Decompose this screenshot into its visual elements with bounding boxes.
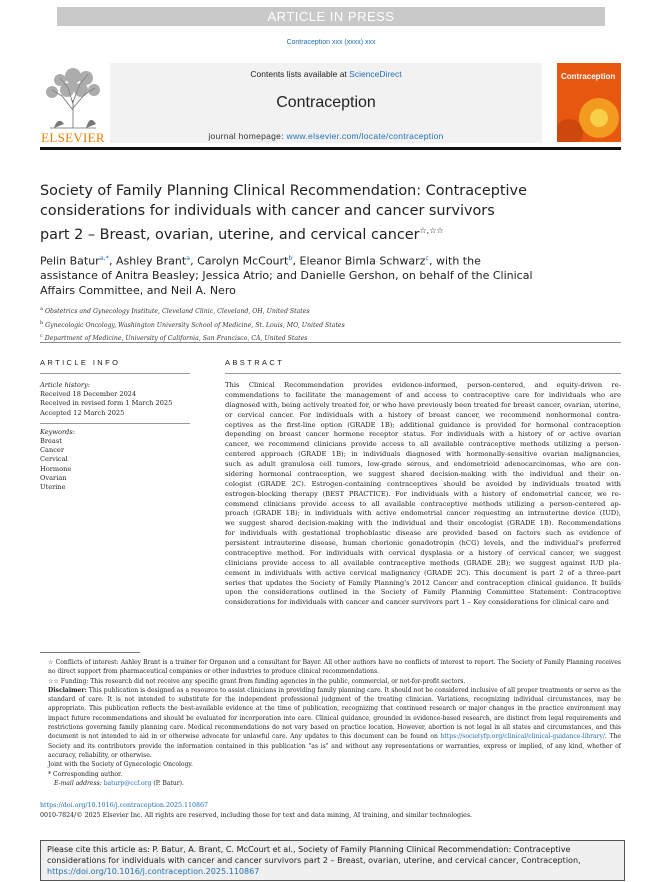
joint-footnote: Joint with the Society of Gynecologic Oncology. [48, 761, 193, 769]
journal-title: Contraception [276, 94, 376, 111]
sciencedirect-link[interactable]: ScienceDirect [349, 69, 402, 79]
abstract-line: persistent intrauterine disease, human chorionic gonadotropin (hCG) levels, and the individual's preferred [225, 539, 621, 547]
cite-text: Please cite this article as: P. Batur, A. Brant, C. McCourt et al., Society of Family Planning Clinical Recommendation: Contraceptive considerations for individuals with cancer and cancer survivors part 2 – Breast, ovarian, uterine, and cervical cancer, Contraception, [47, 845, 581, 866]
affiliation: $^b$ Gynecologic Oncology, Washington University School of Medicine, St. Louis, MO, United States [40, 319, 345, 329]
elsevier-wordmark: ELSEVIER [41, 130, 105, 145]
keyword: Uterine [40, 483, 66, 492]
abstract-rule [225, 373, 621, 374]
abstract-line: clinicians provide access to all available contraceptive methods (GRADE 2B); we suggest against IUD pla- [225, 558, 621, 567]
abstract-line: considerations for individuals with cancer and cancer survivors part 1 – Key considerations for clinical care and [225, 598, 609, 607]
keyword: Cervical [40, 455, 68, 464]
copyright: 0010-7824/© 2025 Elsevier Inc. All rights are reserved, including those for text and data mining, AI training, and similar technologies. [40, 812, 473, 819]
abstract-line: depending on breast cancer hormone receptor status. For individuals with a history of or active ovarian [225, 430, 621, 439]
author-list: Pelin Batur$^{a,*}$, Ashley Brant$^a$, Carolyn McCourt$^b$, Eleanor Bimla Schwarz$^c$, with the assistance of Anitra Beasley; Jessica Atrio; and Danielle Gershon, on behalf of the Clinical Affairs Committee, and Neil A. Nero [40, 254, 533, 297]
abstract-line: ceptives as the first-line option (GRADE 1B); additional guidance is provided for hormonal contraception [225, 420, 621, 429]
keyword: Cancer [40, 446, 64, 455]
abstract-line: cologist (GRADE 2C). Estrogen-containing contraceptives should be avoided by individuals treated with [225, 479, 621, 488]
article-in-press-banner: ARTICLE IN PRESS [57, 7, 605, 26]
keyword: Breast [40, 437, 62, 446]
abstract-line: cement in individuals with active cervical malignancy (GRADE 2C). This document is part 2 of a three-part [225, 568, 621, 577]
abstract-line: centered approach (GRADE 1B); in individuals diagnosed with hormonally-sensitive ovarian malignancies, [225, 450, 621, 459]
contents-line: Contents lists available at ScienceDirect [250, 69, 402, 79]
disclaimer-footnote: Disclaimer: This publication is designed as a resource to assist clinicians in providing family planning care. It should not be considered inclusive of all proper treatments or serve as the standard of care. It is not intended to substitute for the independent professional judgment of the treating clinician. Variations, recognizing individual circumstances, may be appropriate. This publication reflects the best-available evidence at the time of publication, recognizing that continued research or major changes in the practice environment may impact future recommendations and should be evaluated for incorporation into care. Clinical guidance, grounded in evidence-based research, are distinct from legal requirements and restrictions governing family planning care. Medical recommendations do not vary based on practice location. However, abortion is not legal in all states and circumstances, and this document is not intended to aid in or otherwise advocate for unlawful care. Any updates to this document can be found on https://societyfp.org/clinical/clinical-guidance-library/. The Society and its contributors provide the information contained in this publication "as is" and without any representations or warranties, express or implied, of any kind, whether of accuracy, reliability, or otherwise. [48, 686, 621, 759]
journal-homepage: journal homepage: www.elsevier.com/locate/contraception [208, 131, 444, 141]
history-item: Received in revised form 1 March 2025 [40, 399, 173, 408]
journal-header [110, 63, 542, 143]
article-info [40, 381, 190, 492]
author-mccourt[interactable]: , Carolyn McCourt [190, 254, 289, 268]
abstract-line: or cervical cancer. For individuals with a history of breast cancer, we recommend nonhormonal contra- [225, 410, 621, 419]
divider [40, 423, 190, 424]
header-rule [40, 147, 621, 150]
funding-footnote: ☆☆ Funding: This research did not receive any specific grant from funding agencies in the public, commercial, or not-for-profit sectors. [48, 677, 466, 685]
cite-doi-link[interactable]: https://doi.org/10.1016/j.contraception.2025.110867 [47, 867, 260, 877]
keyword: Hormone [40, 464, 72, 473]
abstract-line: commendations to facilitate the management of and access to contraceptive care for individuals who are [225, 390, 621, 399]
abstract-heading: ABSTRACT [225, 358, 285, 367]
abstract-line: cancer, we recommend clinicians provide access to all available contraceptive methods utilizing a person- [225, 440, 621, 449]
affiliation: $^a$ Obstetrics and Gynecology Institute, Cleveland Clinic, Cleveland, OH, United States [40, 306, 310, 316]
corresponding-author: * Corresponding author. [48, 770, 123, 778]
abstract-line: This Clinical Recommendation provides evidence-informed, person-centered, and equity-driven re- [225, 381, 621, 389]
doi-link[interactable]: https://doi.org/10.1016/j.contraception.2025.110867 [40, 802, 209, 809]
keywords-label: Keywords: [40, 427, 75, 436]
affiliations [40, 304, 600, 345]
history-item: Received 18 December 2024 [40, 390, 137, 399]
footnote-rule [40, 652, 140, 653]
abstract-line: contraceptive method. For individuals with cervical dysplasia or a history of cervical cancer, we suggest [225, 548, 621, 557]
article-info-heading: ARTICLE INFO [40, 358, 121, 367]
footnotes [40, 658, 621, 788]
title-footnote-marks[interactable]: ☆,☆☆ [419, 226, 444, 235]
abstract-line: for individuals with gestational trophoblastic disease are provided based on factors such as evidence of [225, 529, 621, 538]
abstract-body [225, 381, 621, 608]
conflicts-footnote: ☆ Conflicts of interest: Ashley Brant is a trainer for Organon and a consultant for Bayer. All other authors have no conflicts of interest to report. The Society of Family Planning receives no direct support from pharmaceutical companies or other industries to produce clinical recommendations. [48, 659, 621, 676]
cover-title: Contraception [561, 72, 616, 81]
affiliation: $^c$ Department of Medicine, University of California, San Francisco, CA, United States [40, 333, 308, 343]
article-info-rule [40, 373, 190, 374]
article-title: Society of Family Planning Clinical Recommendation: Contraceptive considerations for individuals with cancer and cancer survivors part 2 – Breast, ovarian, uterine, and cervical cancer☆,☆☆ [40, 183, 527, 243]
author-brant[interactable]: , Ashley Brant [109, 254, 187, 268]
author-batur[interactable]: Pelin Batur [40, 254, 100, 268]
abstract-line: we suggest shared decision-making with the individual and their oncologist (GRADE 1B). Recommendations [225, 519, 621, 528]
abstract-line: series that updates the Society of Family Planning's 2012 Cancer and contraception clinical guidance. It builds [225, 578, 621, 587]
divider [40, 342, 621, 343]
abstract-line: commend clinicians provide access to all available contraceptive methods utilizing a person-centered ap- [225, 499, 621, 508]
header-citation[interactable]: Contraception xxx (xxxx) xxx [286, 39, 376, 46]
abstract-line: upon the considerations outlined in the Society of Family Planning Committee Statement: Contraceptive [225, 588, 621, 597]
abstract-line: sidering hormonal contraception, we suggest shared decision-making with the individual and their on- [225, 469, 621, 478]
doi-block [40, 801, 621, 821]
abstract-line: proach (GRADE 1B); in individuals with active endometrial cancer requesting an intrauterine device (IUD), [225, 509, 621, 518]
history-label: Article history: [40, 381, 90, 389]
email-link[interactable]: baturp@ccf.org [103, 779, 152, 787]
journal-cover-image [557, 63, 621, 142]
abstract-line: estrogen-blocking therapy (BEST PRACTICE). For individuals with a history of endometrial cancer, we re- [225, 489, 621, 498]
cover-flower-icon [557, 63, 621, 142]
abstract-line: diagnosed with, being actively treated for, or who have previously been treated for breast cancer, ovarian, uterine, [225, 400, 621, 409]
journal-homepage-link[interactable]: www.elsevier.com/locate/contraception [286, 131, 444, 141]
keyword: Ovarian [40, 473, 67, 482]
history-item: Accepted 12 March 2025 [40, 408, 125, 417]
clinical-guidance-link[interactable]: https://societyfp.org/clinical/clinical-guidance-library/ [440, 733, 605, 741]
abstract-line: such as adult granulosa cell tumors, low-grade serous, and endometrioid adenocarcinomas, who are con- [225, 460, 621, 468]
author-email: E-mail address: baturp@ccf.org (P. Batur). [54, 779, 184, 787]
author-schwarz[interactable]: , Eleanor Bimla Schwarz [292, 254, 426, 268]
cite-this-article-box [40, 840, 625, 881]
